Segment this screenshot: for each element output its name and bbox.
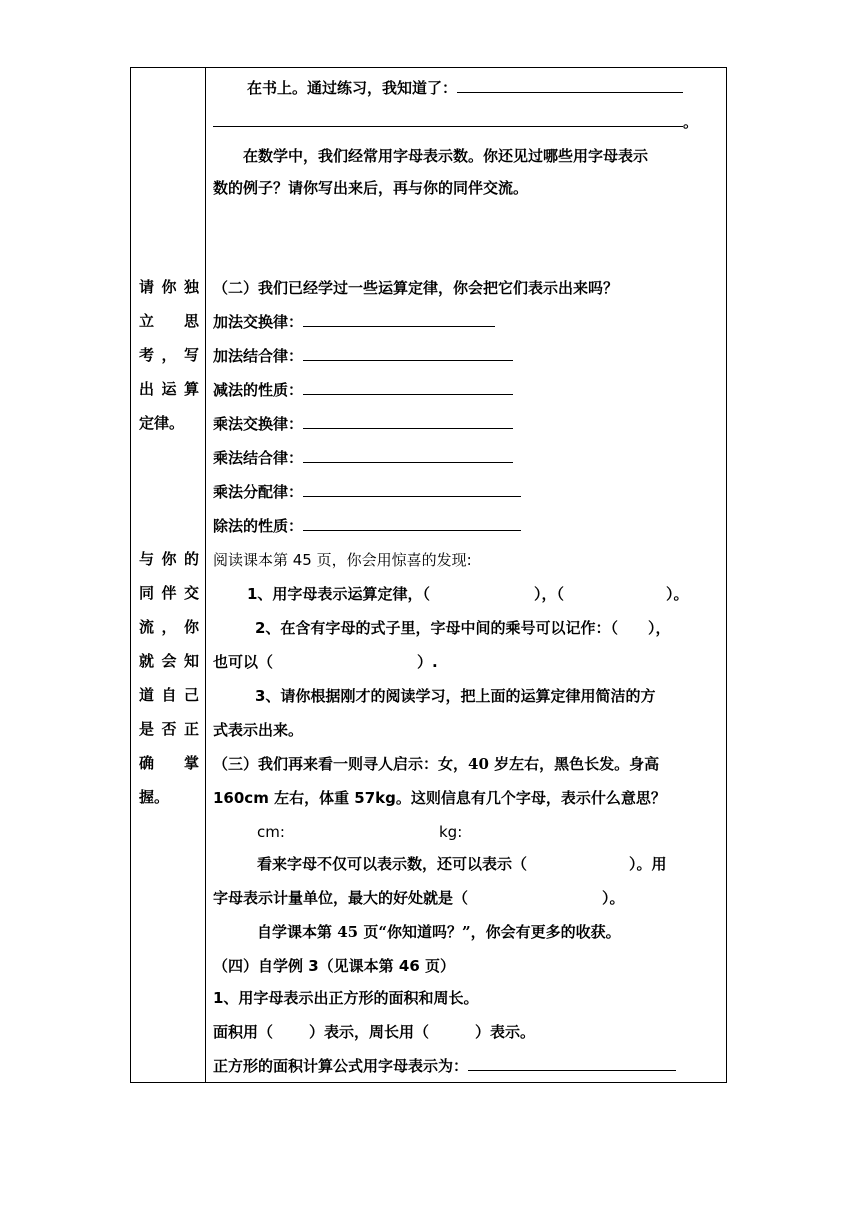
reading-item-3a: 3、请你根据刚才的阅读学习，把上面的运算定律用简洁的方 bbox=[255, 687, 656, 705]
answer-blank[interactable] bbox=[303, 516, 521, 531]
reading-item-2b bbox=[213, 652, 723, 672]
side-line: 定律。 bbox=[139, 414, 185, 432]
conclusion-line-1 bbox=[213, 854, 767, 874]
section3-line-1 bbox=[213, 754, 723, 774]
law-label: 乘法交换律： bbox=[213, 415, 304, 433]
answer-blank[interactable] bbox=[213, 112, 683, 127]
item-text: 面积用（ bbox=[213, 1023, 274, 1041]
item-text: 也可以（ bbox=[213, 653, 274, 671]
intro-text: 在书上。通过练习，我知道了： bbox=[247, 79, 458, 97]
law-row bbox=[213, 516, 723, 536]
item-text: ）。 bbox=[602, 889, 625, 907]
side-line: 流，你 bbox=[139, 618, 199, 636]
answer-blank[interactable] bbox=[303, 482, 521, 497]
notice-text: 57kg。这则信息有几个字母，表示什么意思？ bbox=[354, 789, 666, 807]
period: 。 bbox=[683, 113, 699, 131]
reading-item-1 bbox=[213, 584, 757, 604]
notice-text: 左右，体重 bbox=[268, 789, 355, 807]
selfstudy-line: 自学课本第 45 页“你知道吗？”，你会有更多的收获。 bbox=[257, 923, 621, 941]
law-row bbox=[213, 312, 723, 332]
reading-item-2a: 2、在含有字母的式子里，字母中间的乘号可以记作：（ ）， bbox=[255, 619, 671, 637]
side-line: 握。 bbox=[139, 788, 170, 806]
notice-text: 女，40 岁左右，黑色长发。身高 bbox=[438, 755, 660, 773]
item-text: ），（ bbox=[533, 585, 564, 603]
answer-blank[interactable] bbox=[303, 414, 513, 429]
law-row bbox=[213, 448, 723, 468]
answer-blank[interactable] bbox=[303, 448, 513, 463]
side-line: 确 掌 bbox=[139, 754, 199, 772]
reading-intro: 阅读课本第 45 页，你会用惊喜的发现: bbox=[213, 551, 472, 569]
worksheet-table bbox=[130, 67, 727, 1083]
side-line: 是否正 bbox=[139, 720, 199, 738]
law-label: 除法的性质： bbox=[213, 517, 304, 535]
section4-heading: （四）自学例 3（见课本第 46 页） bbox=[213, 957, 455, 975]
answer-blank[interactable] bbox=[457, 78, 683, 93]
side-note-think bbox=[139, 270, 199, 440]
intro-line-2 bbox=[213, 112, 723, 132]
kg-label: kg: bbox=[439, 823, 463, 841]
answer-blank[interactable] bbox=[303, 312, 495, 327]
item-text: 字母表示计量单位，最大的好处就是（ bbox=[213, 889, 469, 907]
section2-heading: （二）我们已经学过一些运算定律，你会把它们表示出来吗？ bbox=[213, 279, 619, 297]
law-row bbox=[213, 482, 723, 502]
side-line: 与你的 bbox=[139, 550, 199, 568]
side-line: 立 思 bbox=[139, 312, 199, 330]
side-line: 同伴交 bbox=[139, 584, 199, 602]
conclusion-line-2 bbox=[213, 888, 723, 908]
side-line: 考，写 bbox=[139, 346, 199, 364]
item-text: ）。用 bbox=[629, 855, 667, 873]
column-divider bbox=[205, 68, 206, 1082]
side-note-share bbox=[139, 542, 199, 814]
law-label: 乘法结合律： bbox=[213, 449, 304, 467]
intro-para-line-2: 数的例子？请你写出来后，再与你的同伴交流。 bbox=[213, 179, 529, 197]
item-text: ）表示。 bbox=[475, 1023, 536, 1041]
formula-label: 正方形的面积计算公式用字母表示为： bbox=[213, 1057, 469, 1075]
side-line: 道自己 bbox=[139, 686, 199, 704]
item-text: ）. bbox=[417, 653, 438, 671]
side-line: 出运算 bbox=[139, 380, 199, 398]
cm-label: cm: bbox=[257, 823, 285, 841]
area-perimeter-line bbox=[213, 1022, 723, 1042]
formula-line bbox=[213, 1056, 723, 1076]
notice-text: 160cm bbox=[213, 789, 269, 807]
law-label: 加法交换律： bbox=[213, 313, 304, 331]
intro-line-1 bbox=[213, 78, 757, 98]
side-line: 就会知 bbox=[139, 652, 199, 670]
intro-para-line-1: 在数学中，我们经常用字母表示数。你还见过哪些用字母表示 bbox=[243, 147, 649, 165]
law-label: 加法结合律： bbox=[213, 347, 304, 365]
section4-item-1: 1、用字母表示出正方形的面积和周长。 bbox=[213, 989, 479, 1007]
law-row bbox=[213, 414, 723, 434]
item-text: 1、用字母表示运算定律，（ bbox=[247, 585, 430, 603]
item-text: ）。 bbox=[665, 585, 689, 603]
law-row bbox=[213, 346, 723, 366]
main-content bbox=[213, 68, 723, 1082]
law-label: 减法的性质： bbox=[213, 381, 304, 399]
law-label: 乘法分配律： bbox=[213, 483, 304, 501]
section3-line-2 bbox=[213, 788, 723, 808]
law-row bbox=[213, 380, 723, 400]
answer-blank[interactable] bbox=[468, 1056, 676, 1071]
item-text: ）表示，周长用（ bbox=[309, 1023, 430, 1041]
section3-heading: （三）我们再来看一则寻人启示： bbox=[213, 755, 439, 773]
item-text: 看来字母不仅可以表示数，还可以表示（ bbox=[257, 855, 528, 873]
side-line: 请你独 bbox=[139, 278, 199, 296]
answer-blank[interactable] bbox=[303, 346, 513, 361]
reading-item-3b: 式表示出来。 bbox=[213, 721, 304, 739]
answer-blank[interactable] bbox=[303, 380, 513, 395]
